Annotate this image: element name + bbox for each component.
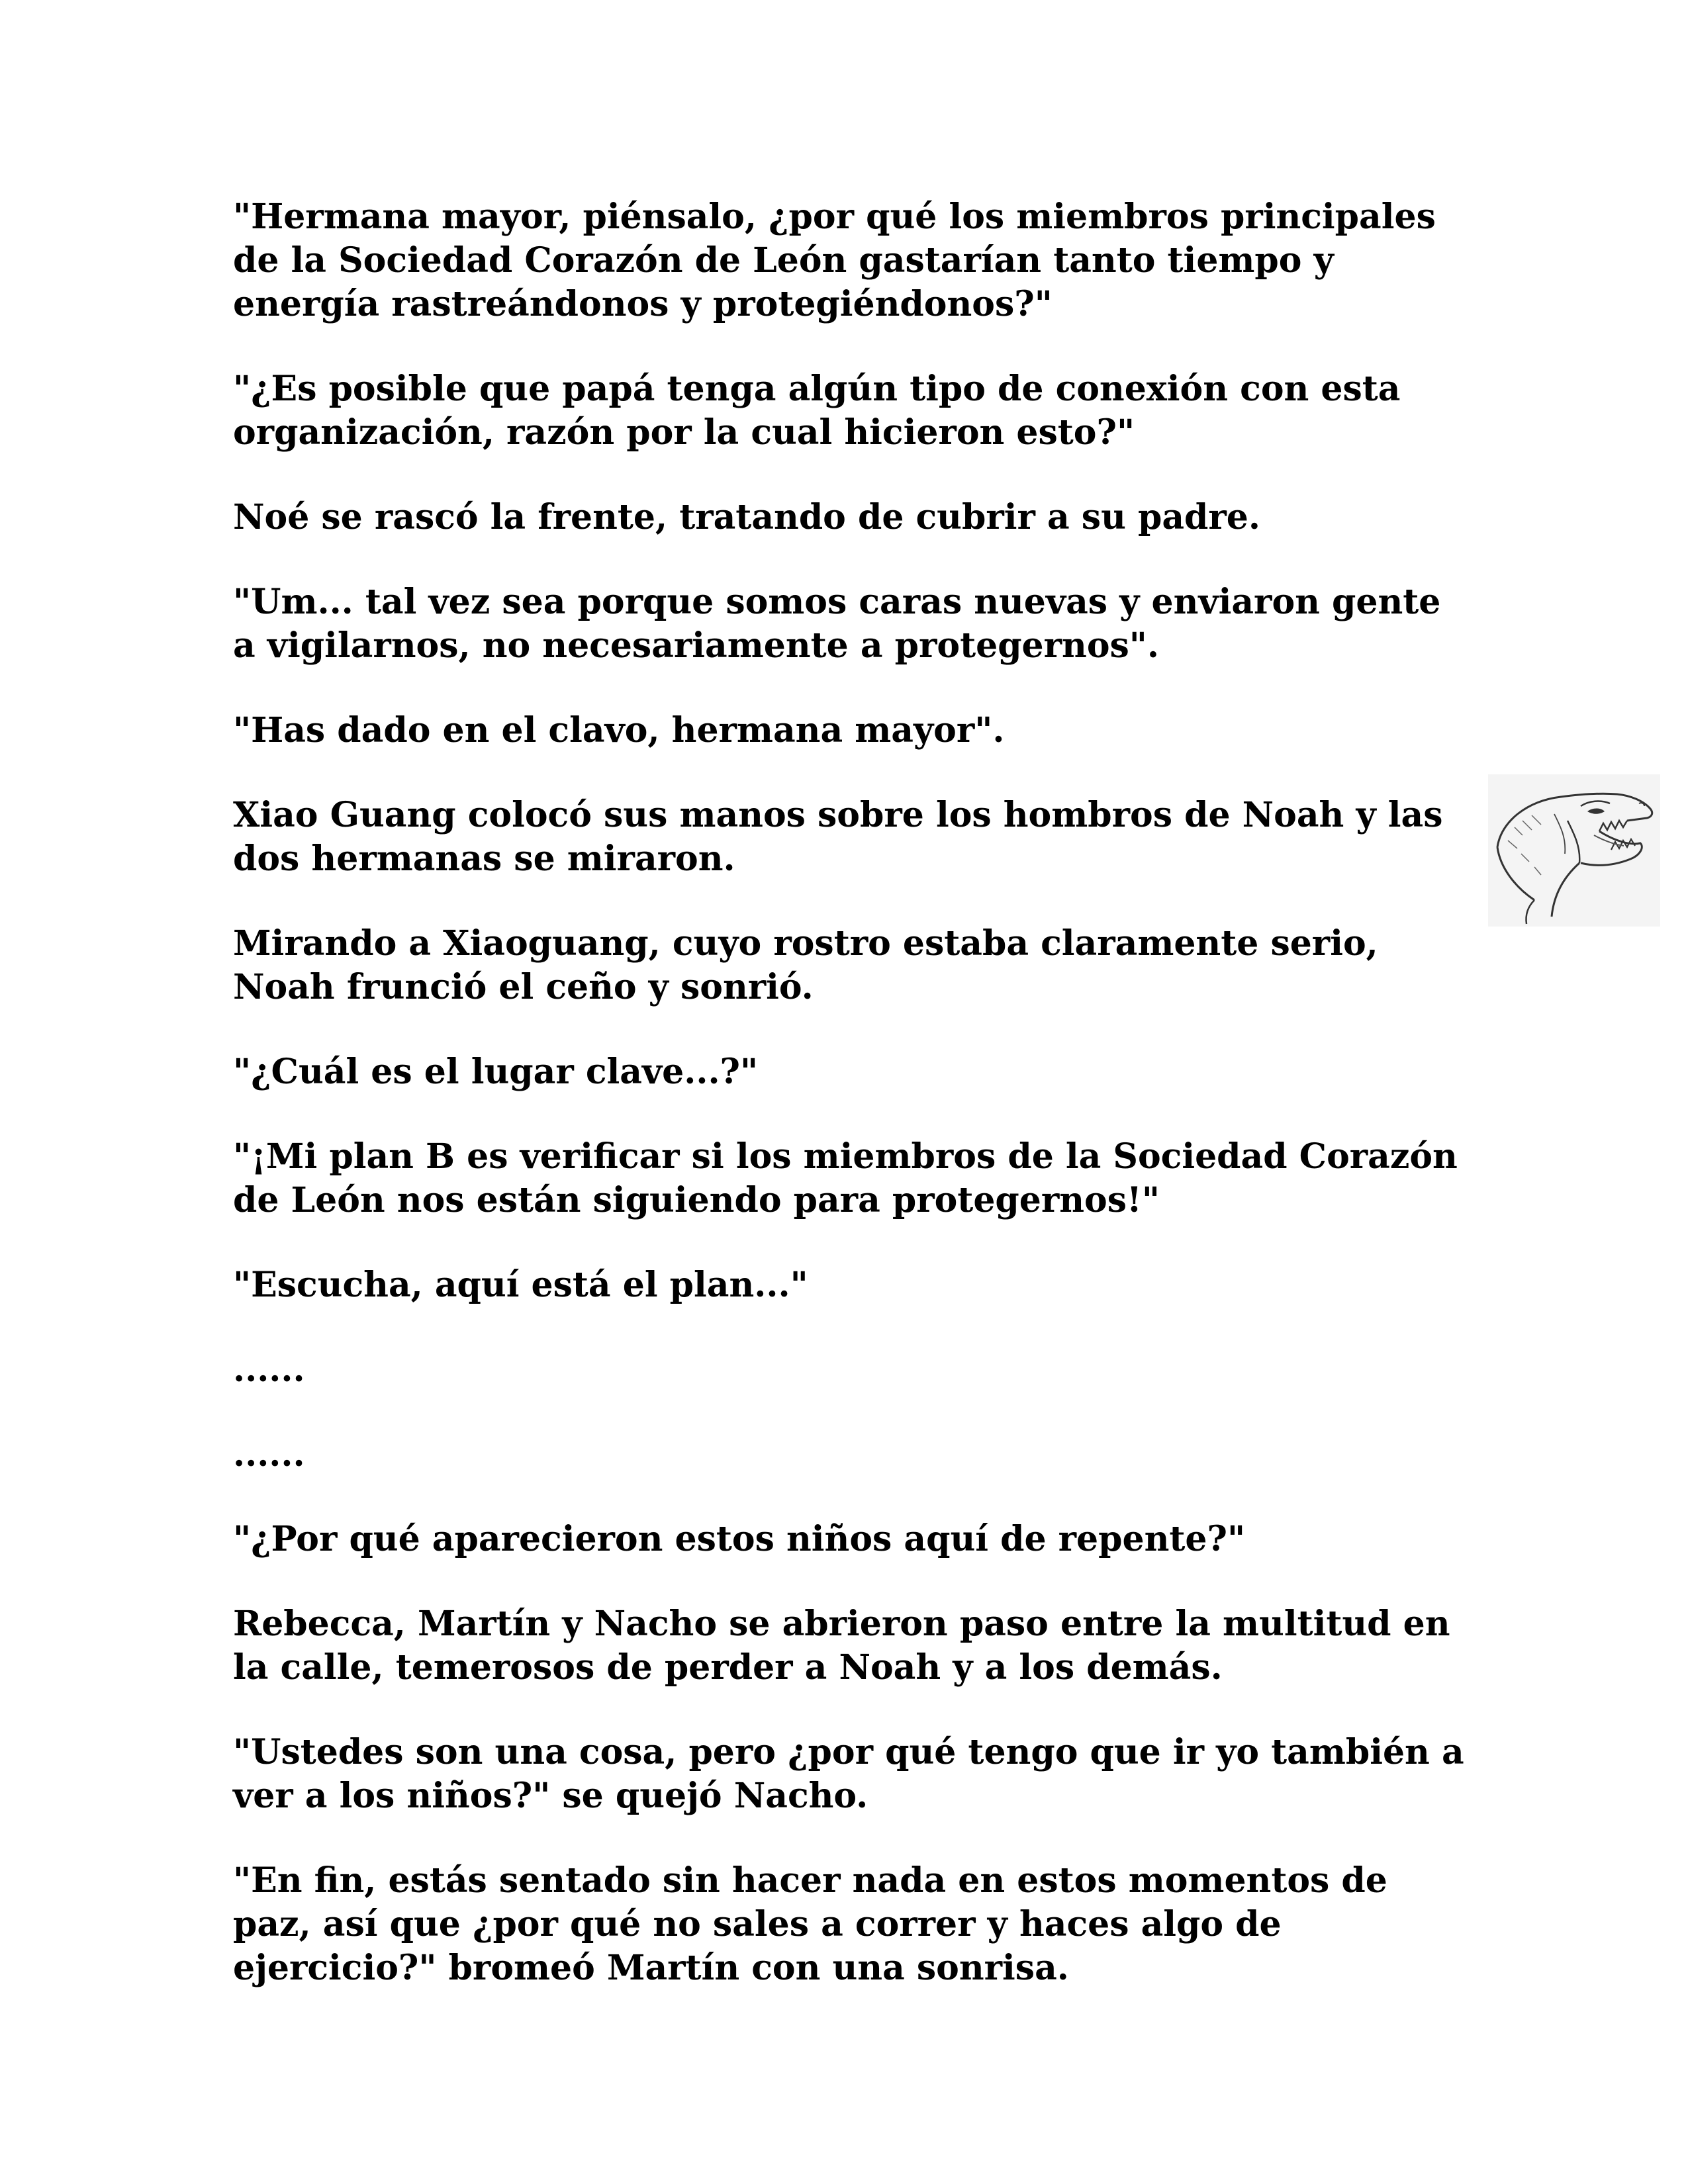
- text-line: ......: [233, 1349, 305, 1390]
- text-line: ver a los niños?" se quejó Nacho.: [233, 1776, 868, 1816]
- paragraph: [233, 1263, 1458, 1307]
- text-line: de León nos están siguiendo para protegernos!": [233, 1180, 1160, 1220]
- paragraph: [233, 1050, 1458, 1094]
- paragraph: [233, 195, 1458, 326]
- paragraph: [233, 1859, 1458, 1990]
- text-line: "Escucha, aquí está el plan...": [233, 1265, 808, 1305]
- paragraph: [233, 496, 1458, 539]
- text-line: Mirando a Xiaoguang, cuyo rostro estaba claramente serio,: [233, 923, 1378, 964]
- paragraph: [233, 922, 1458, 1009]
- text-line: "En fin, estás sentado sin hacer nada en estos momentos de: [233, 1860, 1387, 1901]
- paragraph: [233, 1731, 1464, 1818]
- text-line: ......: [233, 1434, 305, 1475]
- story-text: [233, 195, 1464, 2031]
- text-line: ejercicio?" bromeó Martín con una sonrisa.: [233, 1948, 1069, 1988]
- text-line: "¡Mi plan B es verificar si los miembros de la Sociedad Corazón: [233, 1136, 1458, 1177]
- paragraph: [233, 580, 1458, 668]
- text-line: de la Sociedad Corazón de León gastarían tanto tiempo y: [233, 240, 1334, 281]
- paragraph: [233, 1433, 1458, 1477]
- paragraph: [233, 1518, 1458, 1561]
- paragraph: [233, 367, 1458, 455]
- text-line: la calle, temerosos de perder a Noah y a los demás.: [233, 1647, 1223, 1688]
- text-line: "¿Es posible que papá tenga algún tipo de conexión con esta: [233, 369, 1401, 409]
- dinosaur-sketch-icon: [1488, 774, 1660, 927]
- paragraph: [233, 709, 1458, 752]
- text-line: "¿Por qué aparecieron estos niños aquí de repente?": [233, 1519, 1246, 1559]
- text-line: energía rastreándonos y protegiéndonos?": [233, 284, 1053, 324]
- text-line: Noé se rascó la frente, tratando de cubrir a su padre.: [233, 497, 1260, 537]
- text-line: dos hermanas se miraron.: [233, 839, 735, 879]
- paragraph: [233, 1348, 1458, 1392]
- text-line: paz, así que ¿por qué no sales a correr y haces algo de: [233, 1904, 1282, 1944]
- text-line: Xiao Guang colocó sus manos sobre los hombros de Noah y las: [233, 795, 1443, 835]
- text-line: a vigilarnos, no necesariamente a protegernos".: [233, 625, 1159, 666]
- text-line: "Um... tal vez sea porque somos caras nuevas y enviaron gente: [233, 582, 1441, 622]
- text-line: organización, razón por la cual hicieron esto?": [233, 412, 1135, 453]
- text-line: "Hermana mayor, piénsalo, ¿por qué los miembros principales: [233, 197, 1436, 237]
- text-line: "Ustedes son una cosa, pero ¿por qué tengo que ir yo también a: [233, 1732, 1464, 1772]
- text-line: "Has dado en el clavo, hermana mayor".: [233, 710, 1005, 751]
- text-line: Noah frunció el ceño y sonrió.: [233, 967, 814, 1007]
- paragraph: [233, 1602, 1458, 1690]
- text-line: Rebecca, Martín y Nacho se abrieron paso entre la multitud en: [233, 1604, 1450, 1644]
- text-line: "¿Cuál es el lugar clave...?": [233, 1052, 759, 1092]
- paragraph: [233, 1135, 1458, 1222]
- paragraph: [233, 794, 1458, 881]
